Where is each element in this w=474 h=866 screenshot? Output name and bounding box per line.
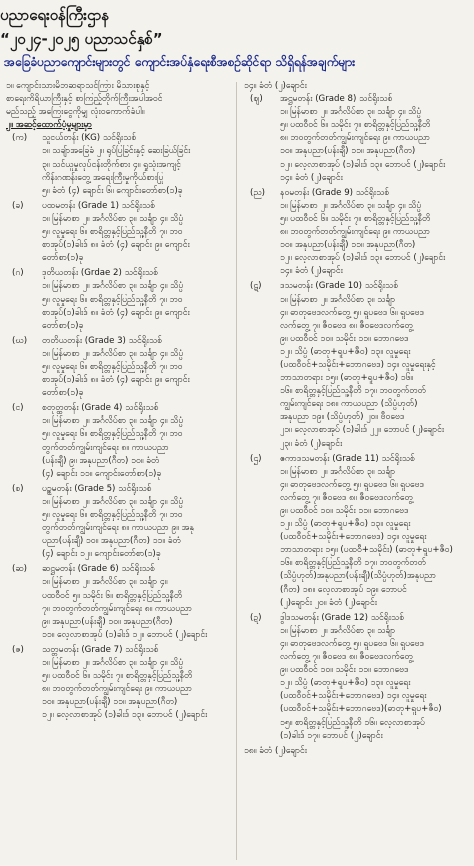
subject-line: (ပန်းချီ) ၉။ အနုပညာ(ဂီတ) ၁၀။ ခံတံ	[42, 455, 160, 466]
grade-item	[6, 200, 232, 265]
subject-line: (ပထဝီဝင်+သမိုင်း+ဘောဂဗေဒ)(ဓာတု+ရူပ+ဇီဝ)	[280, 704, 442, 715]
subject-line: ၅။ ပထဝီဝင် ၆။ သမိုင်း ၇။ စာရိတ္တနှင့်ပြည်သူ့နီတိ	[280, 120, 431, 131]
grade-title: အဋ္ဌမတန်း (Grade 8) သင်ရိုးသစ်	[280, 94, 393, 105]
subject-line: တွက်တတ်ကျွမ်းကျင်ရေး ၈။ ကာယပညာ ၉။ အနု	[42, 523, 194, 534]
subject-line: ၁၄။ ခံတံ (၂)ချောင်း	[280, 172, 343, 183]
subject-line: ၁။ မြန်မာစာ ၂။ အင်္ဂလိပ်စာ ၃။ သင်္ချာ	[280, 466, 396, 477]
subject-line: ၉။ အနုပညာ(ပန်းချီ) ၁၀။ အနုပညာ(ဂီတ)	[42, 616, 173, 627]
subject-line: ၁၆။ စာရိတ္တနှင့်ပြည်သူ့နီတိ ၁၇။ ဘဝတွက်တတ်	[280, 386, 426, 397]
item-number: (ဌ)	[250, 453, 262, 464]
subject-line: ကိန်းဂဏန်းတွေ့ အရေးကြီးမှုကိုယ်စားပြု	[42, 172, 164, 183]
subject-line: ၃။ သင်ယူမှုလုပ်ငန်းတိုက်စား ၄။ ရှုသုံးအကျင့်	[42, 159, 181, 170]
subject-line: ၁၂။ သိပ္ပံ (ဓာတု+ရူပ+ဇီဝ) ၁၃။ လူမှုရေး	[280, 346, 411, 357]
subject-line: ၂၁။ လေ့လာစာအုပ် (၁)ခါးဒ် ၂၂။ ဘောပင် (၂)ချောင်း	[280, 425, 445, 436]
subject-line: ၁။ မြန်မာစာ ၂။ အင်္ဂလိပ်စာ ၃။ သင်္ချာ ၄။ သိပ္ပံ	[42, 213, 184, 224]
subject-line: ၅။ ခံတံ (၄) ချောင်း ၆။ ကျောင်းတော်စာ(၁)ခု	[42, 185, 183, 196]
subject-line: ၁၄။ ခံတံ (၂)ချောင်း	[280, 266, 343, 277]
subject-line: ၁။ မြန်မာစာ ၂။ အင်္ဂလိပ်စာ ၃။ သင်္ချာ ၄။ သိပ္ပံ	[42, 496, 184, 507]
subject-line: ၁။ မြန်မာစာ ၂။ အင်္ဂလိပ်စာ ၃။ သင်္ချာ ၄။ သိပ္ပံ	[280, 107, 422, 118]
section-title: ၂။ အဆင့်ထောက်ပံ့မှုများမှာ	[6, 120, 92, 131]
item-number: (ခ)	[12, 200, 24, 211]
grade-item	[244, 93, 470, 185]
subject-line: ၁၂။ လေ့လာစာအုပ် (၁)ခါးဒ် ၁၃။ ဘောပင် (၂)ချောင်း	[280, 159, 446, 170]
subject-line: ၅။ ပထဝီဝင် ၆။ သမိုင်း ၇။ စာရိတ္တနှင့်ပြည်သူ့နီတိ	[42, 671, 193, 682]
right-column	[244, 80, 470, 862]
subject-line: ၉။ ပထဝီဝင် ၁၀။ သမိုင်း ၁၁။ ဘောဂဗေဒ	[280, 506, 409, 516]
subject-line: ၁၆။ စာရိတ္တနှင့်ပြည်သူ့နီတိ ၁၇။ ဘဝတွက်တတ်	[280, 558, 426, 569]
intro-line: စာရေးကိရိယာကြီးနှင့် စာကြည့်တိုက်ကြီးအပါအဝင်	[6, 94, 163, 105]
grade-title: ပဉ္စမတန်း (Grade 5) သင်ရိုးသစ်	[42, 483, 152, 494]
item-number: (င)	[12, 403, 24, 414]
subject-line: ၁၀။ အနုပညာ(ပန်းချီ) ၁၁။ အနုပညာ(ဂီတ)	[42, 697, 178, 708]
subject-line: ၄။ ဓာတုဗေဒလက်တွေ့ ၅။ ရူပဗေဒ ၆။ ရူပဗေဒ	[280, 479, 425, 490]
subject-line: (ပထဝီဝင်+သမိုင်း+ဘောဂဗေဒ) ၁၄။ လူမှုရေး	[280, 532, 427, 543]
subject-line: ၁၂။ လေ့လာစာအုပ် (၁)ခါးဒ် ၁၃။ ဘောပင် (၂)ချောင်း	[42, 710, 208, 721]
item-number: (ဇ)	[12, 644, 24, 655]
subject-line: ၅။ လူမှုရေး ၆။ စာရိတ္တနှင့်ပြည်သူ့နီတိ ၇။ ဘဝ	[42, 429, 183, 440]
left-item-list	[6, 132, 232, 722]
subject-line: (၁)ခါးဒ် ၁၇။ ဘောပင် (၂)ချောင်း	[280, 730, 383, 741]
intro-paragraph	[6, 80, 232, 119]
grade-item	[244, 280, 470, 450]
grade-title: ဒွါဒသမတန်း (Grade 12) သင်ရိုးသစ်	[280, 612, 405, 623]
ministry-title: ပညာရေးဝန်ကြီးဌာန	[0, 6, 110, 24]
grade-title: ဒုတိယတန်း (Grdae 2) သင်ရိုးသစ်	[42, 268, 158, 279]
item-number: (ည)	[250, 187, 266, 198]
subject-line: (ပထဝီဝင်+သမိုင်း+ဘောဂဗေဒ) ၁၄။ လူမှုရေးနှင့်	[280, 359, 436, 370]
grade-item	[6, 132, 232, 197]
subject-line: ၁။ မြန်မာစာ ၂။ အင်္ဂလိပ်စာ ၃။ သင်္ချာ	[280, 625, 396, 636]
subject-line: ကျွမ်းကျင်ရေး ၁၈။ ကာယပညာ (သိပ္ပံဟုတ်)	[280, 399, 418, 410]
subject-line: ၇။ ဘဝတွက်တတ်ကျွမ်းကျင်ရေး ၈။ ကာယပညာ	[42, 603, 192, 614]
subject-line: တော်စာ(၁)ခု	[42, 388, 84, 399]
subject-line: ပထဝီဝင် ၅။ သမိုင်း ၆။ စာရိတ္တနှင့်ပြည်သူ့နီတိ	[42, 590, 183, 601]
grade-title: သတ္တမတန်း (Grade 7) သင်ရိုးသစ်	[42, 644, 159, 655]
grade-item	[6, 644, 232, 723]
subject-line: အနုပညာ ၁၉။ (သိပ္ပံဟုတ်) ၂၀။ ဗီဝဗေဒ	[280, 412, 405, 423]
grade-item	[6, 402, 232, 481]
subject-line: တွက်တတ်ကျွမ်းကျင်ရေး ၈။ ကာယပညာ	[42, 442, 169, 453]
subject-line: ၁။ မြန်မာစာ ၂။ အင်္ဂလိပ်စာ ၃။ သင်္ချာ ၄။ သိပ္ပံ	[42, 416, 184, 427]
subject-line: ၅။ လူမှုရေး ၆။ စာရိတ္တနှင့်ပြည်သူ့နီတိ ၇။ ဘဝ	[42, 227, 183, 238]
subject-line: ၁။ မြန်မာစာ ၂။ အင်္ဂလိပ်စာ ၃။ သင်္ချာ ၄။ သိပ္ပံ	[42, 658, 184, 669]
grade-title: ပထမတန်း (Grade 1) သင်ရိုးသစ်	[42, 200, 156, 211]
subject-line: ၁။ မြန်မာစာ ၂။ အင်္ဂလိပ်စာ ၃။ သင်္ချာ ၄။	[42, 577, 168, 588]
grade-item	[244, 453, 470, 610]
grade-title: ဧကာဒသမတန်း (Grade 11) သင်ရိုးသစ်	[280, 453, 415, 464]
left-column	[6, 80, 232, 862]
item-number: (ဋ)	[250, 281, 262, 292]
subject-line: ဘာသာတရား ၁၅။ (ပထဝီ+သမိုင်း) (ဓာတု+ရူပ+ဇီဝ)	[280, 545, 453, 556]
item-number: (ဍ)	[250, 612, 262, 623]
subject-line: ၁။ မြန်မာစာ ၂။ အင်္ဂလိပ်စာ ၃။ သင်္ချာ ၄။ သိပ္ပံ	[280, 200, 422, 211]
subject-line: စာအုပ်(၁)ခါးဒ် ၈။ ခံတံ (၄) ချောင်း ၉။ ကျောင်း	[42, 375, 190, 386]
subject-line: ၈။ ဘဝတွက်တတ်ကျွမ်းကျင်ရေး ၉။ ကာယပညာ	[280, 227, 430, 238]
right-item-list	[244, 93, 470, 743]
grade-item	[6, 483, 232, 562]
subject-line: ၂၃။ ခံတံ (၂)ချောင်း	[280, 438, 343, 449]
academic-year-title: “၂၀၂၄-၂၀၂၅ ပညာသင်နှစ်”	[0, 30, 163, 48]
subject-line: ၈။ ဘဝတွက်တတ်ကျွမ်းကျင်ရေး ၉။ ကာယပညာ	[42, 684, 192, 695]
grade-title: တတိယတန်း (Grade 3) သင်ရိုးသစ်	[42, 335, 162, 346]
grade-item	[6, 267, 232, 332]
subject-line: ၁၀။ အနုပညာ(ပန်းချီ) ၁၁။ အနုပညာ(ဂီတ)	[280, 146, 416, 157]
intro-line: ၁။ ကျောင်းသားမိဘဆရာသင်ကြား မိသားစုနှင့်	[6, 81, 150, 91]
subject-line: ၅။ လူမှုရေး ၆။ စာရိတ္တနှင့်ပြည်သူ့နီတိ ၇။ ဘဝ	[42, 361, 183, 372]
grade-title: နဝမတန်း (Grade 9) သင်ရိုးသစ်	[280, 187, 390, 198]
subject-line: ၅။ လူမှုရေး ၆။ စာရိတ္တနှင့်ပြည်သူ့နီတိ ၇။ ဘဝ	[42, 510, 183, 520]
subject-line: ၁၁။ လေ့လာစာအုပ် (၁)ခါးဒ် ၁၂။ ဘောပင် (၂)ချောင်း	[42, 629, 208, 640]
subject-line: လက်တွေ့ ၇။ ဇီဝဗေဒ ၈။ ဇီဝဗေဒလက်တွေ့	[280, 652, 413, 663]
subject-line: ၄။ ဓာတုဗေဒလက်တွေ့ ၅။ ရူပဗေဒ ၆။ ရူပဗေဒ	[280, 307, 425, 318]
subject-line: စာအုပ်(၁)ခါးဒ် ၈။ ခံတံ (၄) ချောင်း ၉။ ကျောင်း	[42, 307, 190, 318]
subject-line: ၁။ မြန်မာစာ ၂။ အင်္ဂလိပ်စာ ၃။ သင်္ချာ ၄။ သိပ္ပံ	[42, 348, 184, 359]
subject-line: ၅။ ပထဝီဝင် ၆။ သမိုင်း ၇။ စာရိတ္တနှင့်ပြည်သူ့နီတိ	[280, 213, 431, 224]
subject-line: ၁။ မြန်မာစာ ၂။ အင်္ဂလိပ်စာ ၃။ သင်္ချာ	[280, 294, 396, 305]
subject-line: (၄) ချောင်း ၁၁။ ကျောင်းတော်စာ(၁)ခု	[42, 468, 162, 479]
intro-line: မည်သည့် အကြေးငွေကိုမျှ လုံးဝကောက်ခံပါ။	[6, 107, 145, 118]
notice-subtitle: အခြေခံပညာကျောင်းများတွင် ကျောင်းအပ်နှံရေးစီအစဉ်ဆိုင်ရာ သိရှိရန်အချက်များ	[4, 55, 356, 69]
subject-line: (၂)ချောင်း ၂၀။ ခံတံ (၂)ချောင်း	[280, 597, 377, 608]
subject-line: ၁။ မြန်မာစာ ၂။ အင်္ဂလိပ်စာ ၃။ သင်္ချာ ၄။ သိပ္ပံ	[42, 281, 184, 292]
grade-item	[244, 187, 470, 279]
subject-line: လက်တွေ့ ၇။ ဇီဝဗေဒ ၈။ ဇီဝဗေဒလက်တွေ့	[280, 492, 413, 503]
grade-title: သူငယ်တန်း (KG) သင်ရိုးသစ်	[42, 133, 137, 144]
subject-line: (၄) ချောင်း ၁၂။ ကျောင်းတော်စာ(၁)ခု	[42, 549, 161, 560]
grade-item	[244, 612, 470, 743]
grade-title: စတုတ္ထတန်း (Grade 4) သင်ရိုးသစ်	[42, 403, 159, 414]
item-number: (ဃ)	[12, 335, 28, 346]
grade-title: ဆဋ္ဌမတန်း (Grade 6) သင်ရိုးသစ်	[42, 564, 155, 575]
item-number: (ဂ)	[12, 268, 24, 279]
subject-line: ၁၂။ သိပ္ပံ (ဓာတု+ရူပ+ဇီဝ) ၁၃။ လူမှုရေး	[280, 678, 411, 689]
item-number: (ဈ)	[250, 94, 263, 105]
item-number: (က)	[12, 133, 28, 144]
subject-line: စာအုပ်(၁)ခါးဒ် ၈။ ခံတံ (၄) ချောင်း ၉။ ကျောင်း	[42, 240, 190, 251]
subject-line: (သိပ္ပံဟုတ်)အနုပညာ(ပန်းချီ)(သိပ္ပံဟုတ်)အနုပညာ	[280, 571, 436, 582]
subject-line: ပညာ(ပန်းချီ) ၁၀။ အနုပညာ(ဂီတ) ၁၁။ ခံတံ	[42, 536, 181, 547]
column-divider	[236, 82, 237, 860]
subject-line: ၉။ ပထဝီဝင် ၁၀။ သမိုင်း ၁၁။ ဘောဂဗေဒ	[280, 665, 409, 676]
subject-line: တော်စာ(၁)ခု	[42, 320, 84, 331]
subject-line: ၁၂။ လေ့လာစာအုပ် (၁)ခါးဒ် ၁၃။ ဘောပင် (၂)ချောင်း	[280, 253, 446, 264]
subject-line: ၅။ လူမှုရေး ၆။ စာရိတ္တနှင့်ပြည်သူ့နီတိ ၇။ ဘဝ	[42, 294, 183, 305]
subject-line: ဘာသာတရား ၁၅။ (ဓာတု+ရူပ+ဇီဝ) ၁၆။	[280, 373, 414, 384]
subject-line: လက်တွေ့ ၇။ ဇီဝဗေဒ ၈။ ဇီဝဗေဒလက်တွေ့	[280, 320, 413, 331]
grade-item	[6, 563, 232, 642]
continuation-line: ၁၄။ ခံတံ (၂)ချောင်း	[244, 81, 307, 91]
subject-line: ၈။ ဘဝတွက်တတ်ကျွမ်းကျင်ရေး ၉။ ကာယပညာ	[280, 133, 430, 144]
grade-item	[6, 335, 232, 400]
subject-line: ၁၂။ သိပ္ပံ (ဓာတု+ရူပ+ဇီဝ) ၁၃။ လူမှုရေး	[280, 519, 411, 530]
item-number: (ဆ)	[12, 564, 28, 575]
grade-title: ဒသမတန်း (Grade 10) သင်ရိုးသစ်	[280, 281, 399, 292]
subject-line: ၁။ သချ်ာအခြေခံ ၂။ ရုပ်ပြခြင်းနှင့် ဆေးခြယ်ခြင်း	[42, 146, 191, 157]
subject-line: ၁၀။ အနုပညာ(ပန်းချီ) ၁၁။ အနုပညာ(ဂီတ)	[280, 240, 416, 251]
subject-line: ၉။ ပထဝီဝင် ၁၀။ သမိုင်း ၁၁။ ဘောဂဗေဒ	[280, 333, 409, 344]
subject-line: (ပထဝီဝင်+သမိုင်း+ဘောဂဗေဒ) ၁၄။ လူမှုရေး	[280, 691, 427, 702]
subject-line: ၄။ ဓာတုဗေဒလက်တွေ့ ၅။ ရူပဗေဒ ၆။ ရူပဗေဒ	[280, 638, 425, 649]
item-number: (စ)	[12, 483, 24, 494]
subject-line: ၁၅။ စာရိတ္တနှင့်ပြည်သူ့နီတိ ၁၆။ လေ့လာစာအုပ်	[280, 717, 425, 728]
subject-line: (ဂီတ) ၁၈။ လေ့လာစာအုပ် ၁၉။ ဘောပင်	[280, 584, 407, 595]
subject-line: တော်စာ(၁)ခု	[42, 253, 84, 264]
closing-line: ၁၈။ ခံတံ (၂)ချောင်း	[244, 745, 307, 756]
